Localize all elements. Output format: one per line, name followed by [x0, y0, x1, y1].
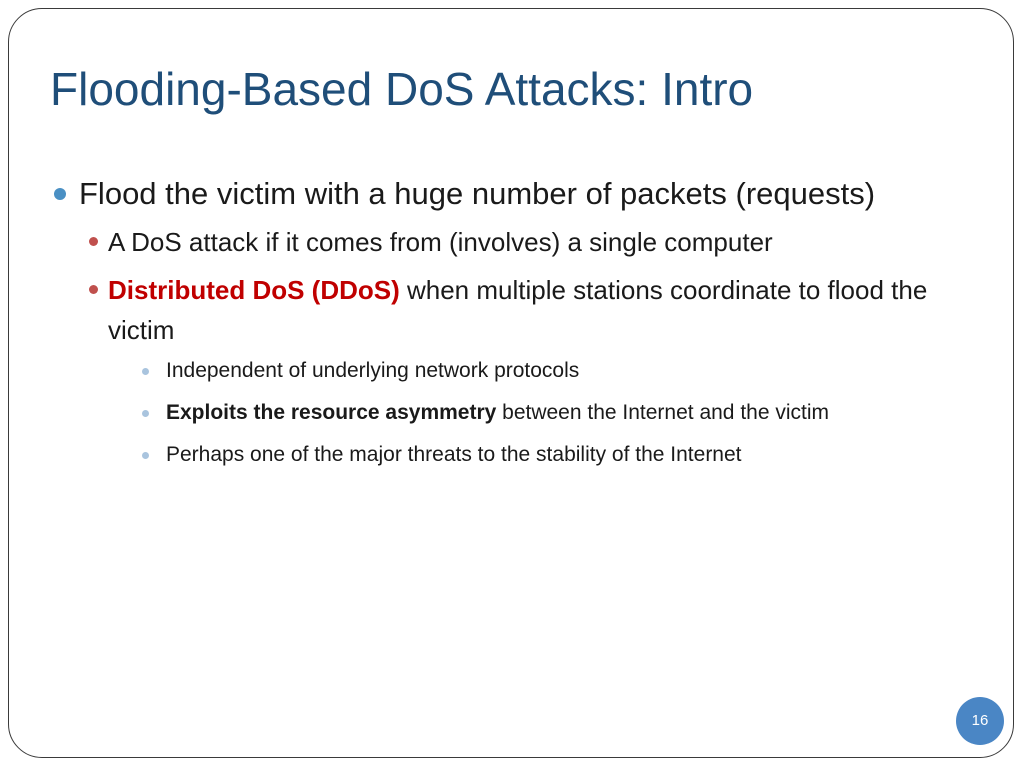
bullet-dot-icon	[142, 368, 149, 375]
bullet-text: Independent of underlying network protocols	[166, 359, 580, 382]
bullet-item-asymmetry	[138, 398, 974, 428]
bullet-dot-icon	[142, 410, 149, 417]
slide-content	[54, 172, 974, 482]
bullet-dot-icon	[54, 188, 66, 200]
bullet-text: between the Internet and the victim	[496, 401, 830, 424]
bullet-dot-icon	[89, 285, 98, 294]
bullet-item-dos	[79, 222, 974, 262]
bullet-list-level-1	[54, 172, 974, 470]
slide-title: Flooding-Based DoS Attacks: Intro	[50, 63, 754, 115]
page-number-badge: 16	[956, 697, 1004, 745]
bullet-text: when multiple stations coordinate to flood the victim	[108, 275, 928, 345]
bullet-text: Flood the victim with a huge number of packets (requests)	[79, 176, 876, 211]
asymmetry-emphasis: Exploits the resource asymmetry	[166, 401, 497, 424]
bullet-text: A DoS attack if it comes from (involves) a single computer	[108, 227, 773, 257]
bullet-list-level-2	[79, 222, 974, 470]
bullet-item-ddos	[79, 270, 974, 470]
bullet-item-threats	[138, 440, 974, 470]
bullet-item-flood	[54, 172, 974, 470]
bullet-dot-icon	[89, 237, 98, 246]
bullet-list-level-3	[138, 356, 974, 470]
bullet-text: Perhaps one of the major threats to the stability of the Internet	[166, 443, 742, 466]
ddos-emphasis: Distributed DoS (DDoS)	[108, 275, 400, 305]
bullet-dot-icon	[142, 452, 149, 459]
bullet-item-independent	[138, 356, 974, 386]
